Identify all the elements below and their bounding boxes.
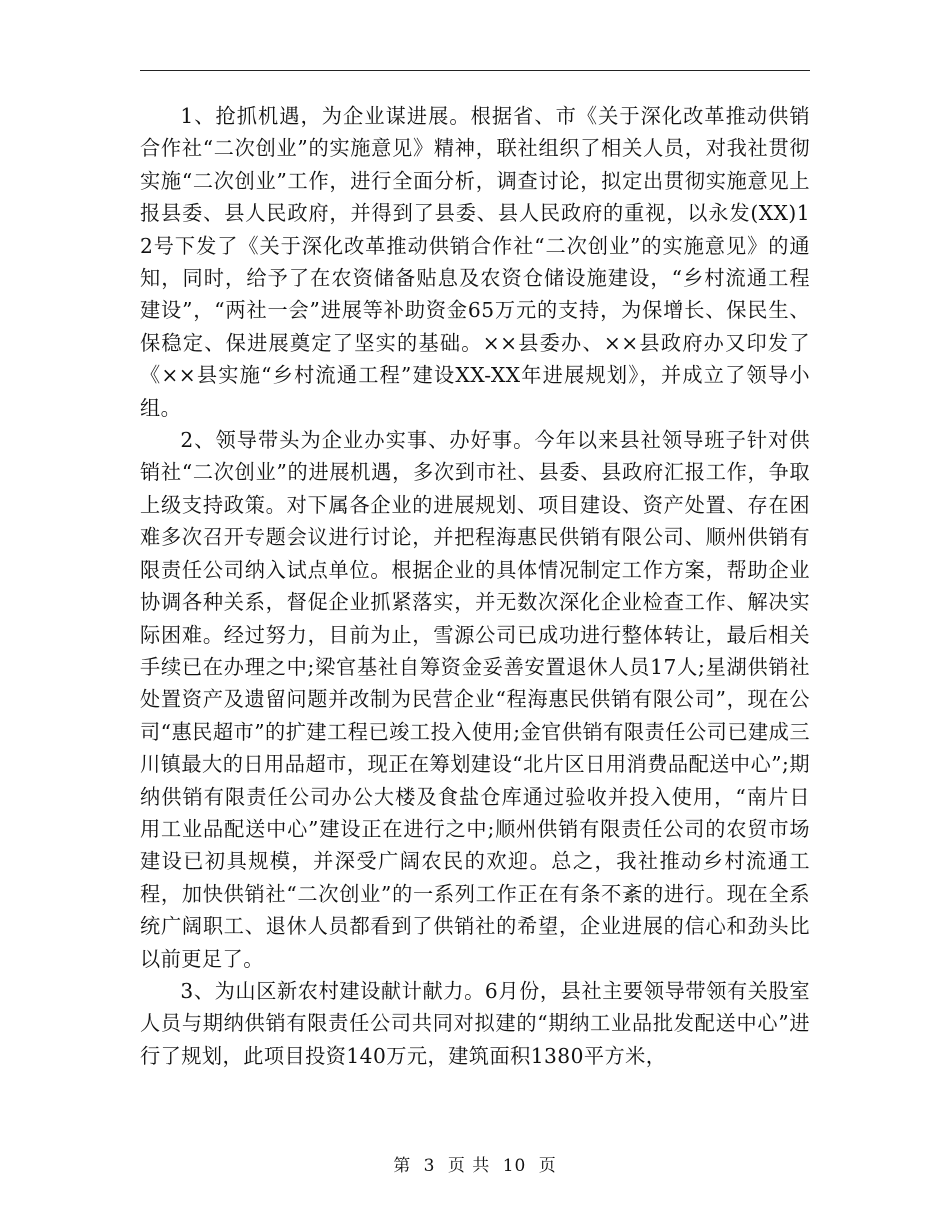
document-body: [140, 100, 810, 1072]
header-rule: [140, 70, 810, 71]
footer-total-pages: 10: [502, 1156, 527, 1176]
footer-middle: 页 共: [447, 1156, 491, 1176]
paragraph-3: 3、为山区新农村建设献计献力。6月份，县社主要领导带领有关股室人员与期纳供销有限责任公司共同对拟建的“期纳工业品批发配送中心”进行了规划，此项目投资140万元，建筑面积1380平方米，: [140, 978, 810, 1068]
paragraph-2: 2、领导带头为企业办实事、办好事。今年以来县社领导班子针对供销社“二次创业”的进展机遇，多次到市社、县委、县政府汇报工作，争取上级支持政策。对下属各企业的进展规划、项目建设、资产处置、存在困难多次召开专题会议进行讨论，并把程海惠民供销有限公司、顺州供销有限责任公司纳入试点单位。根据企业的具体情况制定工作方案，帮助企业协调各种关系，督促企业抓紧落实，并无数次深化企业检查工作、解决实际困难。经过努力，目前为止，雪源公司已成功进行整体转让，最后相关手续已在办理之中;梁官基社自筹资金妥善安置退休人员17人;星湖供销社处置资产及遗留问题并改制为民营企业“程海惠民供销有限公司”，现在公司“惠民超市”的扩建工程已竣工投入使用;金官供销有限责任公司已建成三川镇最大的日用品超市，现正在筹划建设“北片区日用消费品配送中心”;期纳供销有限责任公司办公大楼及食盐仓库通过验收并投入使用，“南片日用工业品配送中心”建设正在进行之中;顺州供销有限责任公司的农贸市场建设已初具规模，并深受广阔农民的欢迎。总之，我社推动乡村流通工程，加快供销社“二次创业”的一系列工作正在有条不紊的进行。现在全系统广阔职工、退休人员都看到了供销社的希望，企业进展的信心和劲头比以前更足了。: [140, 428, 810, 971]
paragraph-1: 1、抢抓机遇，为企业谋进展。根据省、市《关于深化改革推动供销合作社“二次创业”的实施意见》精神，联社组织了相关人员，对我社贯彻实施“二次创业”工作，进行全面分析，调查讨论，拟定出贯彻实施意见上报县委、县人民政府，并得到了县委、县人民政府的重视，以永发(XX)12号下发了《关于深化改革推动供销合作社“二次创业”的实施意见》的通知，同时，给予了在农资储备贴息及农资仓储设施建设，“乡村流通工程建设”，“两社一会”进展等补助资金65万元的支持，为保增长、保民生、保稳定、保进展奠定了坚实的基础。××县委办、××县政府办又印发了《××县实施“乡村流通工程”建设XX-XX年进展规划》，并成立了领导小组。: [140, 104, 810, 420]
page-footer: [0, 1151, 950, 1176]
footer-prefix: 第: [393, 1156, 412, 1176]
footer-current-page: 3: [423, 1156, 436, 1176]
footer-suffix: 页: [538, 1156, 557, 1176]
